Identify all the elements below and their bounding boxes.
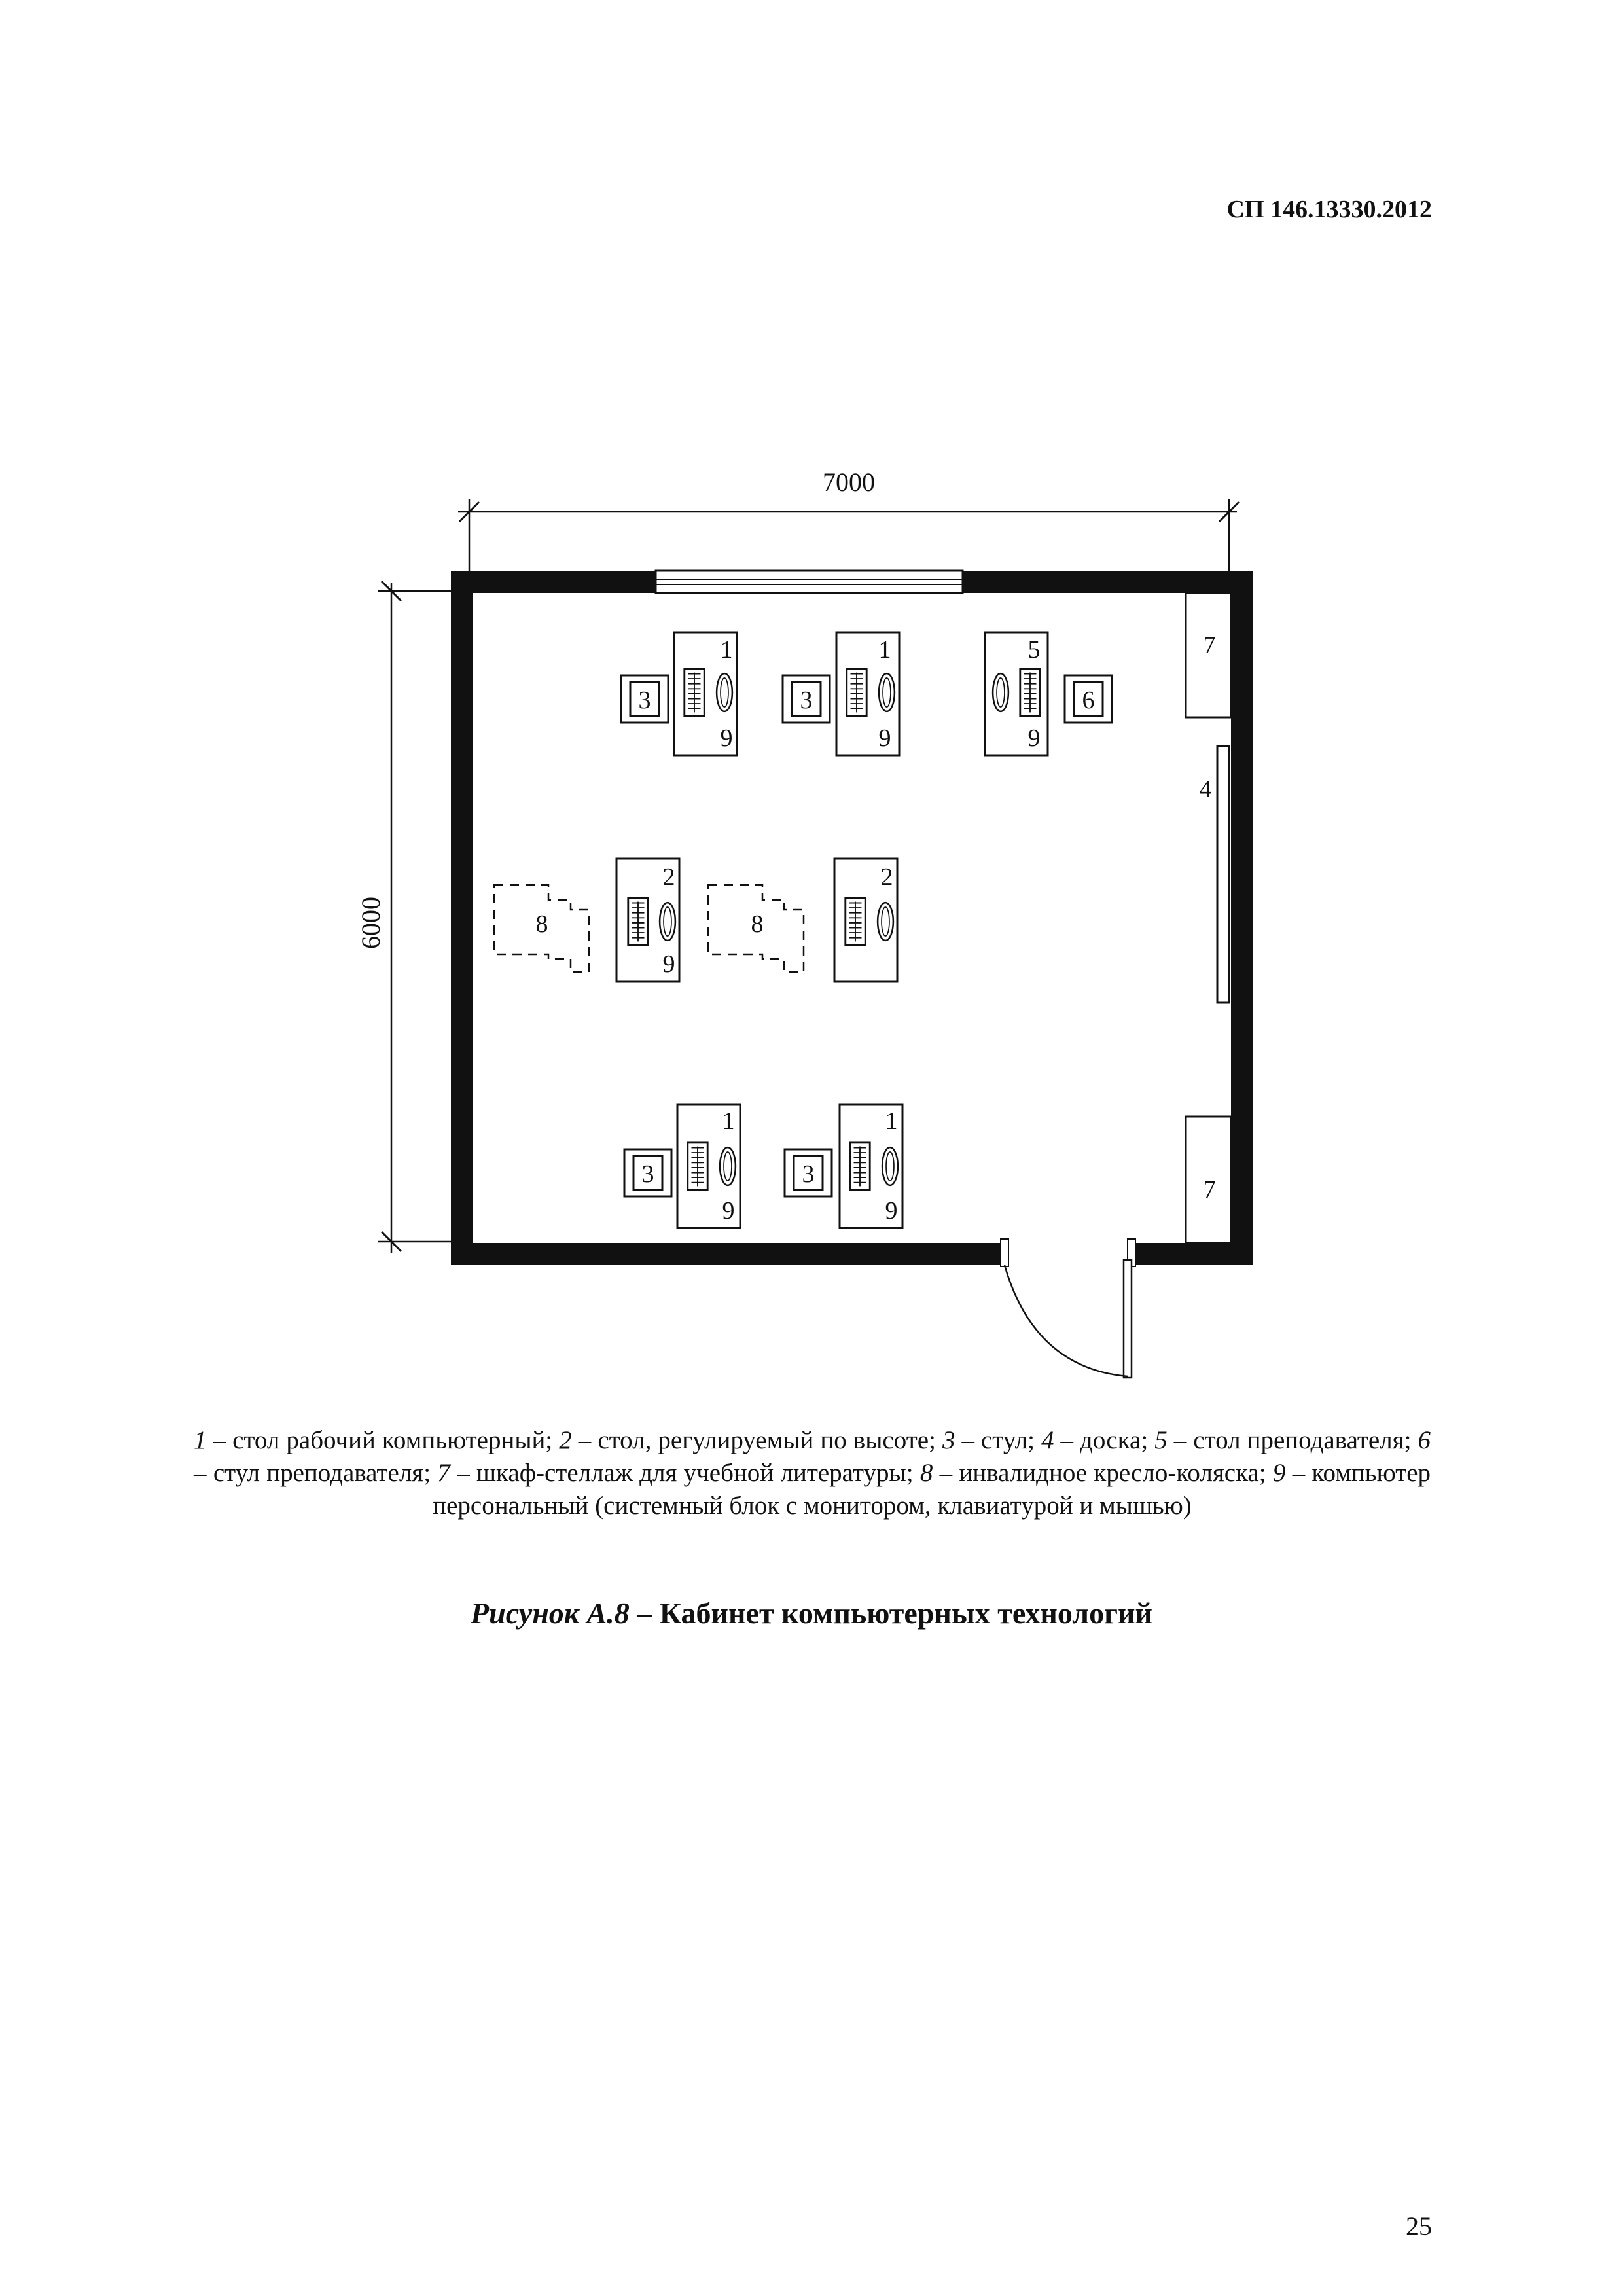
accessible-workstation <box>708 859 897 982</box>
computer-label: 9 <box>878 725 891 752</box>
door <box>1001 1239 1135 1378</box>
legend-number: 6 <box>1418 1426 1431 1454</box>
legend-number: 5 <box>1154 1426 1168 1454</box>
figure-caption: Рисунок А.8 – Кабинет компьютерных технологий <box>471 1596 1152 1630</box>
cabinet <box>1186 1117 1231 1243</box>
computer-label: 9 <box>720 725 733 752</box>
legend-text: компьютер персональный (системный блок с монитором, клавиатурой и мышью) <box>433 1459 1431 1520</box>
board-label: 4 <box>1199 776 1212 803</box>
computer-workstation <box>783 632 899 755</box>
cabinet-label: 7 <box>1203 632 1216 659</box>
legend-number: 1 <box>194 1426 207 1454</box>
adjustable-desk-label: 2 <box>662 863 675 891</box>
desk-label: 1 <box>885 1107 898 1135</box>
window <box>656 571 963 593</box>
computer-workstation <box>785 1105 902 1228</box>
legend-number: 9 <box>1272 1459 1286 1487</box>
board <box>1200 746 1230 1003</box>
legend-text: стол рабочий компьютерный; <box>232 1426 553 1454</box>
legend-number: 2 <box>559 1426 572 1454</box>
legend-text: стол, регулируемый по высоте; <box>597 1426 936 1454</box>
computer-label: 9 <box>885 1197 898 1225</box>
page-number: 25 <box>1406 2212 1432 2241</box>
legend-text: доска; <box>1080 1426 1149 1454</box>
teacher-desk-label: 5 <box>1027 636 1041 664</box>
figure-caption-text: Кабинет компьютерных технологий <box>659 1596 1152 1630</box>
legend-text: стул; <box>981 1426 1035 1454</box>
computer-label: 9 <box>1027 725 1041 752</box>
computer-label: 9 <box>722 1197 735 1225</box>
legend-text: стул преподавателя; <box>213 1459 431 1487</box>
document-code: СП 146.13330.2012 <box>1226 196 1432 223</box>
legend-number: 8 <box>919 1459 933 1487</box>
adjustable-desk-label: 2 <box>880 863 893 891</box>
teacher-workstation <box>985 632 1112 755</box>
chair-label: 3 <box>802 1160 815 1188</box>
accessible-workstation <box>494 859 679 982</box>
legend-number: 4 <box>1041 1426 1054 1454</box>
legend-text: стол преподавателя; <box>1193 1426 1412 1454</box>
legend-text: инвалидное кресло-коляска; <box>959 1459 1266 1487</box>
chair-label: 3 <box>638 687 651 714</box>
chair-label: 3 <box>641 1160 654 1188</box>
wheelchair-label: 8 <box>535 910 548 938</box>
legend-number: 3 <box>942 1426 955 1454</box>
width-dimension-label: 7000 <box>823 467 875 497</box>
chair-label: 3 <box>800 687 813 714</box>
desk-label: 1 <box>722 1107 735 1135</box>
legend-text: шкаф-стеллаж для учебной литературы; <box>476 1459 914 1487</box>
figure-legend: 1 – стол рабочий компьютерный; 2 – стол, регулируемый по высоте; 3 – стул; 4 – доска; 5 – стол преподавателя; 6 – стул преподавателя; 7 – шкаф-стеллаж для учебной литературы; 8 – инвалидное кресло-коляска; 9 – компьютер персональный (системный блок с монитором, клавиатурой и мышью) <box>194 1426 1431 1520</box>
height-dimension <box>356 581 455 1253</box>
wheelchair-label: 8 <box>751 910 764 938</box>
height-dimension-label: 6000 <box>356 897 385 949</box>
computer-workstation <box>624 1105 740 1228</box>
cabinet-label: 7 <box>1203 1176 1216 1204</box>
legend-number: 7 <box>437 1459 450 1487</box>
cabinet <box>1186 593 1231 717</box>
desk-label: 1 <box>878 636 891 664</box>
computer-workstation <box>621 632 737 755</box>
desk-label: 1 <box>720 636 733 664</box>
figure-caption-label: Рисунок А.8 <box>471 1596 630 1630</box>
teacher-chair-label: 6 <box>1082 687 1095 714</box>
computer-label: 9 <box>662 950 675 978</box>
